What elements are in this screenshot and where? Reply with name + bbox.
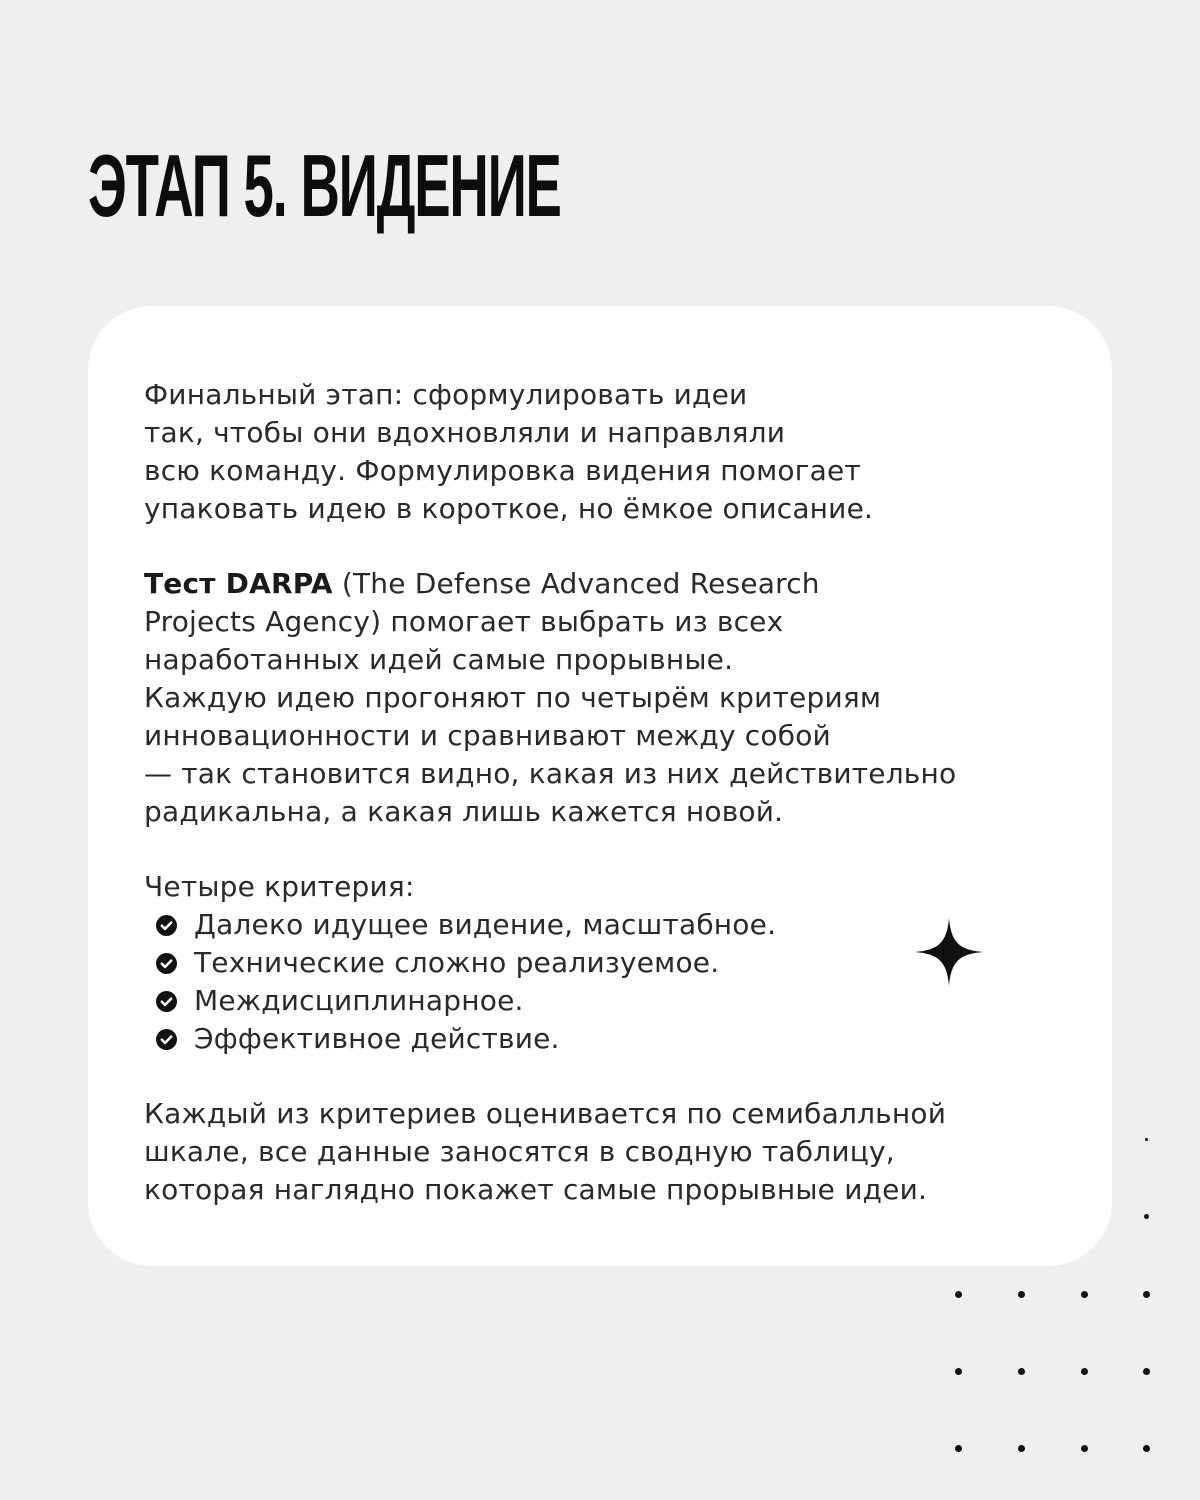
card-body — [144, 376, 1064, 1246]
decor-dot — [955, 1445, 962, 1452]
decor-dot — [955, 1291, 962, 1298]
criteria-title: Четыре критерия: — [144, 870, 415, 903]
criteria-label: Эффективное действие. — [194, 1022, 560, 1055]
intro-paragraph: Финальный этап: сформулировать идеи так, чтобы они вдохновляли и направляли всю команду. Формулировка видения помогает упаковать идею в короткое, но ёмкое описание. — [144, 378, 874, 525]
darpa-paragraph — [144, 565, 1064, 831]
check-circle-icon — [156, 953, 177, 974]
criteria-item — [144, 1020, 1064, 1058]
decor-dot — [1081, 1291, 1088, 1298]
criteria-label: Далеко идущее видение, масштабное. — [194, 908, 777, 941]
decor-dot — [1144, 1214, 1149, 1219]
content-card — [88, 306, 1112, 1266]
four-point-star-icon — [915, 918, 983, 986]
decor-dot — [1018, 1445, 1025, 1452]
check-circle-icon — [156, 915, 177, 936]
decor-dot — [1145, 1138, 1148, 1141]
decor-dot — [1143, 1291, 1150, 1298]
darpa-bold-label: Тест DARPA — [144, 567, 333, 600]
decor-dot — [1018, 1291, 1025, 1298]
criteria-item — [144, 982, 1064, 1020]
decor-dot — [1143, 1445, 1150, 1452]
decor-dot — [1018, 1368, 1025, 1375]
check-circle-icon — [156, 1029, 177, 1050]
closing-paragraph: Каждый из критериев оценивается по семибалльной шкале, все данные заносятся в сводную таблицу, которая наглядно покажет самые прорывные идеи. — [144, 1097, 947, 1206]
decor-dot — [1143, 1368, 1150, 1375]
darpa-description: (The Defense Advanced Research Projects Agency) помогает выбрать из всех наработанных идей самые прорывные. Каждую идею прогоняют по четырём критериям инновационности и сравнивают между собой — так становится видно, какая из них действительно радикальна, а какая лишь кажется новой. — [144, 567, 957, 828]
decor-dot — [1081, 1445, 1088, 1452]
criteria-label: Междисциплинарное. — [194, 984, 524, 1017]
decor-dot — [1081, 1368, 1088, 1375]
criteria-label: Технические сложно реализуемое. — [194, 946, 720, 979]
page-title: ЭТАП 5. ВИДЕНИЕ — [88, 136, 561, 235]
check-circle-icon — [156, 991, 177, 1012]
decor-dot — [955, 1368, 962, 1375]
